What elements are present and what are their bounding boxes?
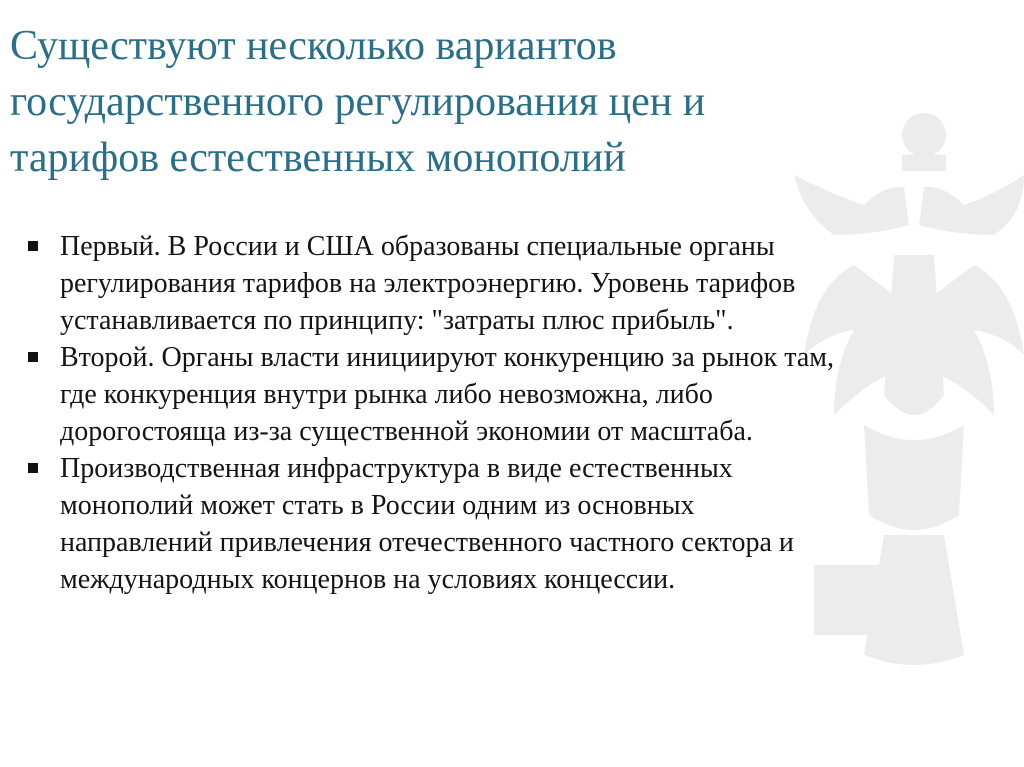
bullet-line: монополий может стать в России одним из основных xyxy=(60,490,695,521)
bullet-item-third xyxy=(28,450,1003,598)
slide-title-line: государственного регулирования цен и xyxy=(10,79,706,125)
bullet-line: дорогостояща из-за существенной экономии от масштаба. xyxy=(60,416,753,447)
bullet-line: Производственная инфраструктура в виде естественных xyxy=(60,453,733,484)
bullet-list xyxy=(28,228,1003,598)
slide-title-line: тарифов естественных монополий xyxy=(10,135,626,181)
bullet-item-first xyxy=(28,228,1003,339)
slide-title-line: Существуют несколько вариантов xyxy=(10,23,617,69)
bullet-line: устанавливается по принципу: "затраты плюс прибыль". xyxy=(60,305,734,336)
square-bullet-icon xyxy=(28,352,38,362)
slide-title xyxy=(10,18,950,186)
bullet-line: Второй. Органы власти инициируют конкуренцию за рынок там, xyxy=(60,342,834,373)
square-bullet-icon xyxy=(28,463,38,473)
bullet-line: международных концернов на условиях концессии. xyxy=(60,564,676,595)
bullet-line: направлений привлечения отечественного частного сектора и xyxy=(60,527,794,558)
square-bullet-icon xyxy=(28,241,38,251)
bullet-item-second xyxy=(28,339,1003,450)
bullet-line: где конкуренция внутри рынка либо невозможна, либо xyxy=(60,379,713,410)
bullet-line: регулирования тарифов на электроэнергию. Уровень тарифов xyxy=(60,268,796,299)
bullet-line: Первый. В России и США образованы специальные органы xyxy=(60,231,775,262)
